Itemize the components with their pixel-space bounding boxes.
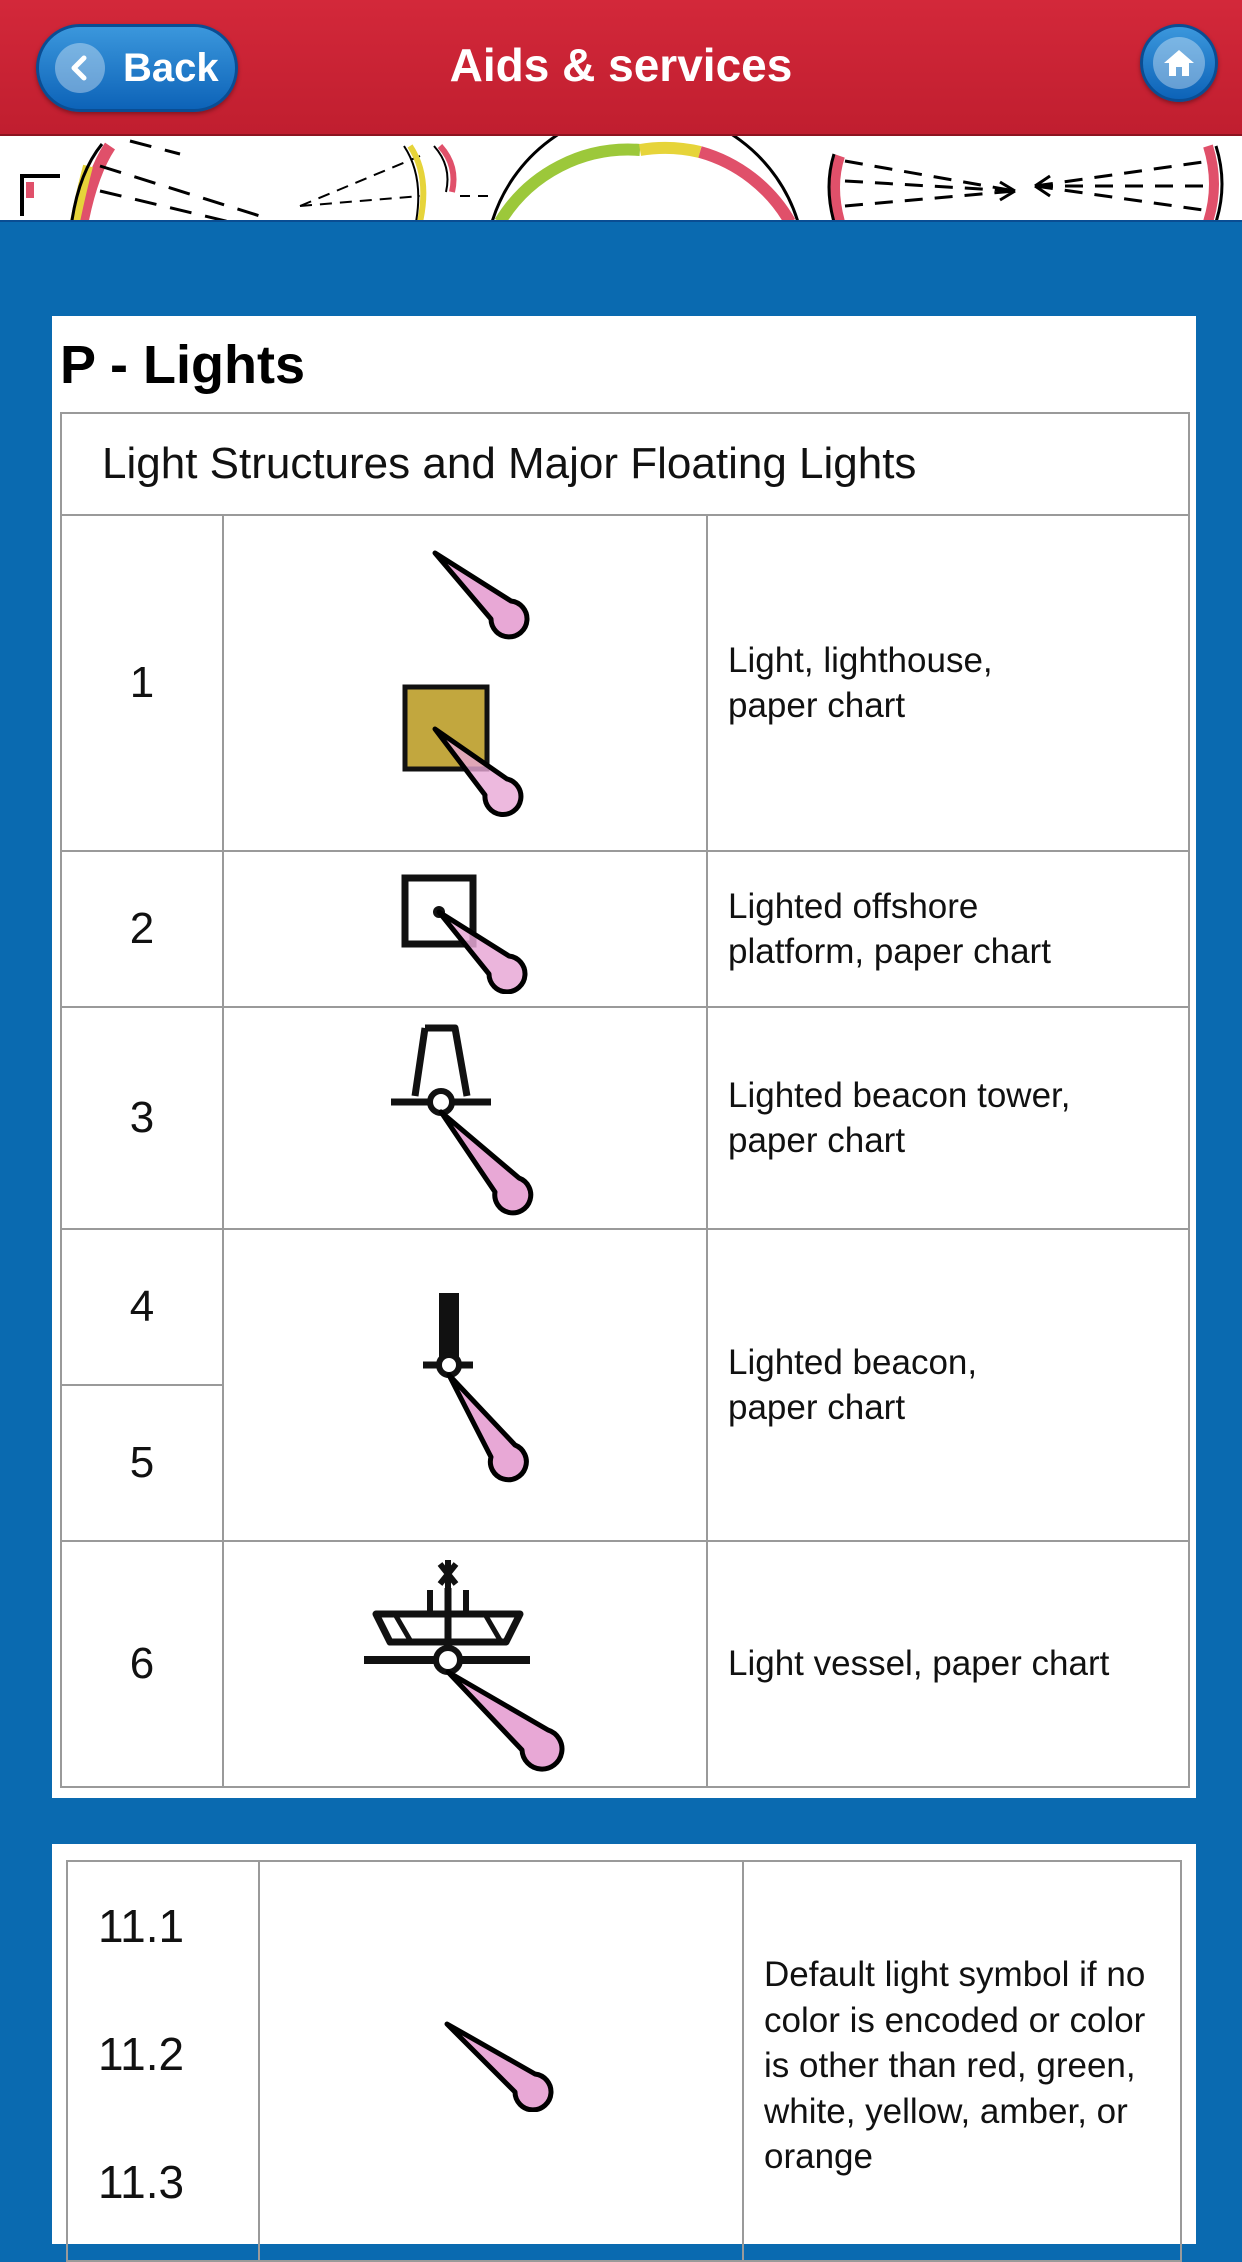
row-number: 3 [61,1007,223,1229]
page-title: Aids & services [449,39,793,91]
row-number: 11.3 [98,2156,185,2208]
row-description-line: Lighted beacon tower, [728,1075,1071,1115]
row-description-line: Light vessel, paper chart [728,1644,1110,1684]
row-number: 2 [61,851,223,1007]
light-vessel-symbol-icon [223,1541,707,1787]
default-light-table [66,1860,1182,2262]
row-description-line: white, yellow, amber, or [764,2091,1128,2131]
table-row [61,1229,1189,1385]
row-description-line: Lighted offshore [728,886,979,926]
section-title: P - Lights [60,335,306,395]
row-number: 11.1 [98,1900,185,1952]
lighthouse-symbol-icon [223,515,707,851]
row-description-line: is other than red, green, [764,2046,1136,2085]
row-numbers [67,1861,259,2261]
row-number: 6 [61,1541,223,1787]
row-description [707,1541,1189,1787]
row-number: 11.2 [98,2028,185,2080]
row-description [707,1007,1189,1229]
row-description-line: platform, paper chart [728,932,1051,971]
back-button-label: Back [123,45,219,90]
lights-section-card [52,316,1196,1798]
table-row [61,515,1189,851]
light-structures-table [60,412,1190,1788]
row-description-line: Light, lighthouse, [728,640,993,680]
row-description [707,1229,1189,1541]
row-number: 5 [61,1385,223,1541]
row-description [707,515,1189,851]
header-banner-illustration [0,136,1242,222]
table-row [67,1861,1181,2261]
default-light-symbol-icon [259,1861,743,2261]
row-description [743,1861,1181,2261]
beacon-tower-symbol-icon [223,1007,707,1229]
row-description-line: Default light symbol if no [764,1955,1146,1994]
offshore-platform-symbol-icon [223,851,707,1007]
app-header [0,0,1242,136]
table-row [61,1007,1189,1229]
lighted-beacon-symbol-icon [223,1229,707,1541]
row-number: 1 [61,515,223,851]
row-number: 4 [61,1229,223,1385]
table-row [61,851,1189,1007]
default-light-card [52,1844,1196,2244]
table-header: Light Structures and Major Floating Lights [61,413,1189,515]
row-description-line: Lighted beacon, [728,1342,978,1382]
home-button[interactable] [1140,24,1218,102]
row-description-line: color is encoded or color [764,2000,1146,2040]
row-description [707,851,1189,1007]
table-row [61,1541,1189,1787]
row-description-line: paper chart [728,1121,906,1160]
row-description-line: orange [764,2137,873,2176]
home-icon [1153,37,1205,89]
row-description-line: paper chart [728,1388,906,1427]
row-description-line: paper chart [728,686,906,725]
